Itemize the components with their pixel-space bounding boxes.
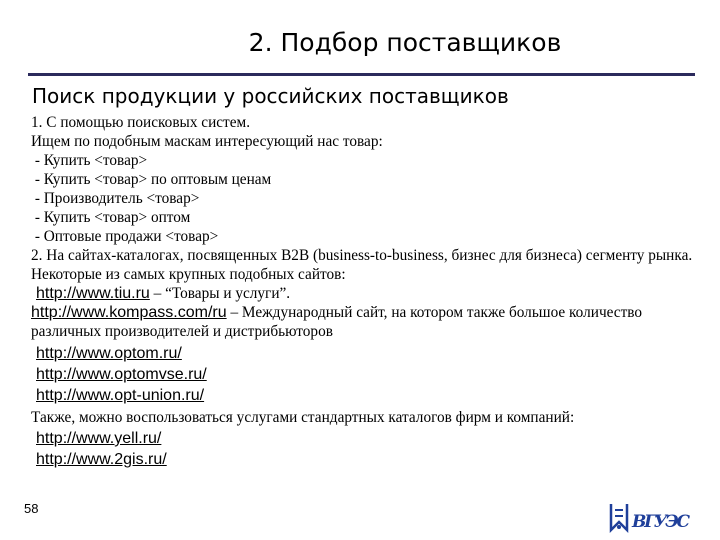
link-line <box>31 344 701 363</box>
link-line <box>31 429 701 448</box>
body-text <box>31 113 701 469</box>
tiu-description: – “Товары и услуги”. <box>149 285 291 302</box>
page-title: 2. Подбор поставщиков <box>248 28 562 57</box>
link-line <box>31 365 701 384</box>
yell-link[interactable]: http://www.yell.ru/ <box>36 430 162 447</box>
text-line: Некоторые из самых крупных подобных сайтов: <box>31 266 346 283</box>
optom-link[interactable]: http://www.optom.ru/ <box>36 345 182 362</box>
opt-union-link[interactable]: http://www.opt-union.ru/ <box>36 387 205 404</box>
kompass-entry <box>31 303 701 341</box>
link-line <box>31 386 701 405</box>
section-subtitle: Поиск продукции у российских поставщиков <box>32 84 509 108</box>
list-item: - Купить <товар> по оптовым ценам <box>31 171 272 188</box>
text-line: 2. На сайтах-каталогах, посвященных B2B (business-to-business, бизнес для бизнеса) сегменту рынка. <box>31 247 693 264</box>
text-line: Ищем по подобным маскам интересующий нас товар: <box>31 133 383 150</box>
emblem-icon <box>611 504 627 530</box>
optomvse-link[interactable]: http://www.optomvse.ru/ <box>36 366 207 383</box>
list-item: - Производитель <товар> <box>31 190 200 207</box>
tiu-entry <box>31 284 701 303</box>
list-item: - Купить <товар> <box>31 152 148 169</box>
university-logo <box>605 500 695 536</box>
link-line <box>31 450 701 469</box>
kompass-description: – Международный сайт, на котором также большое количество различных производителей и дистрибьюторов <box>31 304 646 340</box>
list-item: - Купить <товар> оптом <box>31 209 191 226</box>
list-item: - Оптовые продажи <товар> <box>31 228 219 245</box>
text-line: Также, можно воспользоваться услугами стандартных каталогов фирм и компаний: <box>31 409 575 426</box>
title-divider <box>28 73 695 76</box>
page-number: 58 <box>24 501 39 516</box>
logo-text: ВГУЭС <box>632 512 690 532</box>
text-line: 1. С помощью поисковых систем. <box>31 114 251 131</box>
2gis-link[interactable]: http://www.2gis.ru/ <box>36 451 167 468</box>
tiu-link[interactable]: http://www.tiu.ru <box>36 285 150 302</box>
kompass-link[interactable]: http://www.kompass.com/ru <box>31 304 227 321</box>
